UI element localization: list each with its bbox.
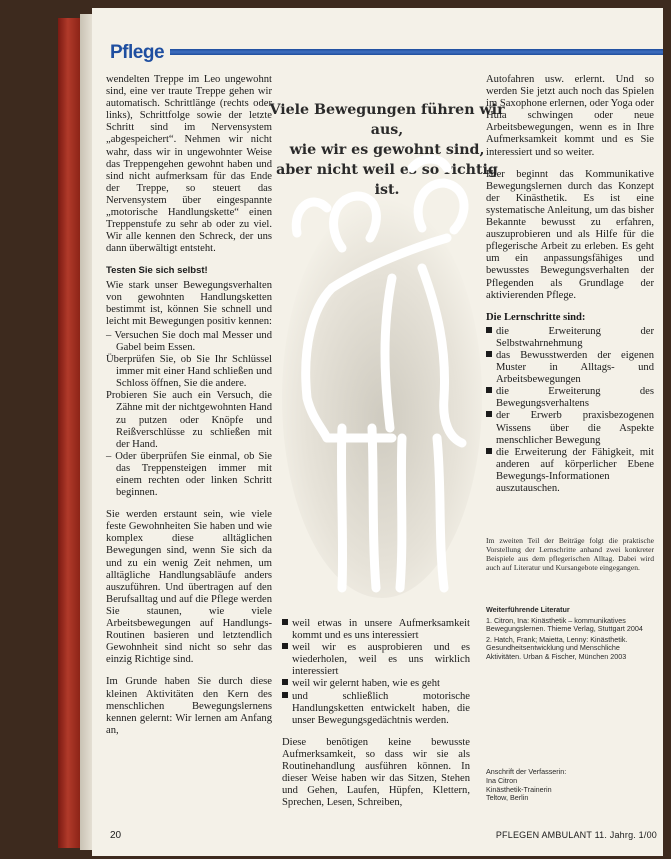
list-item — [486, 350, 654, 386]
bullet-square-icon — [282, 692, 288, 698]
magazine-page — [92, 8, 663, 856]
goal-text: der Erwerb praxisbezogenen Wissens über die Aspekte menschlicher Bewegung — [496, 410, 654, 446]
literature-box — [486, 606, 654, 664]
section-title: Pflege — [110, 42, 165, 63]
goals-title: Die Lernschritte sind: — [486, 311, 586, 323]
list-item — [486, 326, 654, 350]
goal-text: die Erweiterung des Bewegungsverhaltens — [496, 386, 654, 410]
goal-text: die Erweiterung der Selbstwahrnehmung — [496, 325, 654, 349]
test-item: Überprüfen Sie, ob Sie Ihr Schlüssel immer mit einer Hand schließen und Schloss öffnen, Sie die andere. — [106, 354, 272, 390]
bullet-square-icon — [486, 448, 492, 454]
literature-item: 1. Citron, Ina: Kinästhetik – kommunikatives Bewegungslernen. Thieme Verlag, Stuttgart 2004 — [486, 615, 643, 634]
test-item: – Oder überprüfen Sie einmal, ob Sie das Treppensteigen immer mit einem rechten oder linken Schritt beginnen. — [106, 450, 272, 499]
right-intro: Autofahren usw. erlernt. Und so werden Sie jetzt auch noch das Spielen im Saxophone erlernen, oder Yoga oder Hula schwingen oder neue Arbeitsbewegungen, wenn es in Ihre Aufmerksamkeit kommt und es Sie interessiert und so weiter. — [486, 74, 654, 158]
bullet-square-icon — [282, 679, 288, 685]
test-subhead: Testen Sie sich selbst! — [106, 265, 208, 277]
author-box — [486, 768, 654, 803]
page-number: 20 — [110, 830, 122, 841]
author-line: Teltow, Berlin — [486, 793, 529, 803]
magazine-footer: PFLEGEN AMBULANT 11. Jahrg. 1/00 — [495, 830, 657, 840]
bullet-square-icon — [486, 411, 492, 417]
bullet-text: weil wir gelernt haben, wie es geht — [292, 678, 440, 690]
section-header — [92, 40, 663, 64]
bullet-text: weil etwas in unsere Aufmerksamkeit kommt und es uns interessiert — [292, 618, 470, 642]
author-label: Anschrift der Verfasserin: — [486, 767, 567, 776]
book-spine — [58, 18, 80, 848]
goal-text: die Erweiterung der Fähigkeit, mit anderen auf körperlicher Ebene Bewegungs-Informationen auszutauschen. — [496, 446, 654, 494]
left-paragraph-2: Sie werden erstaunt sein, wie viele feste Gewohnheiten Sie haben und wie komplex diese alltäglichen Bewegungen sind, wenn Sie sich da und zu ein wenig Zeit nehmen, um alltägliche Handlungsabläufe anders auszuführen. Und übertragen auf den Berufsalltag und auf die Pflege werden Sie staunen, wie viele Arbeitsbewegungen auf Handlungs-Routinen basieren und letztendlich Gewohnheit sind nicht so sehr das einzig Richtige sind. — [106, 509, 272, 666]
bullet-text: weil wir es ausprobieren und es wiederholen, weil es uns wirklich interessiert — [292, 642, 470, 678]
bullet-square-icon — [282, 619, 288, 625]
author-name: Ina Citron — [486, 775, 518, 785]
header-rule — [170, 49, 663, 55]
goal-text: das Bewusstwerden der eigenen Muster in Alltags- und Arbeitsbewegungen — [496, 349, 654, 386]
list-item — [486, 410, 654, 446]
list-item — [282, 678, 470, 690]
list-item — [282, 642, 470, 678]
left-intro: wendelten Treppe im Leo ungewohnt sind, eine ver traute Treppe gehen wir automatisch. Schrittlänge (rechts oder links), Schrittfolge sowie der letzte Schritt sind im Nervensystem „abgespeichert“. Nehmen wir nicht wahr, dass wir in ungewohnter Weise das Treppengehen gewohnt haben und sind nicht aufmerksam für das Ende der Treppe, so steuert das Nervensystem über eingespannte „motorische Handlungskette“ einen Treppenstufe zu sehr ab oder zu viel. Wir alle kennen den Schreck, der uns dann überwältigt entsteht. — [106, 74, 272, 255]
middle-column — [282, 618, 470, 819]
middle-paragraph: Diese benötigen keine bewusste Aufmerksamkeit, so dass wir sie als Routinehandlung ausführen können. In dieser Weise haben wir das Sitzen, Stehen und Gehen, Laufen, Hüpfen, Klettern, Sprechen, Lesen, Schreiben, — [282, 736, 470, 809]
bullet-square-icon — [282, 643, 288, 649]
list-item — [486, 447, 654, 495]
list-item — [486, 386, 654, 410]
figure-caption: Im zweiten Teil der Beiträge folgt die praktische Vorstellung der Lernschritte anhand zwei konkreter Beispiele aus dem pflegerischen Alltag. Dabei wird auch auf Literatur und Kursangebote eingegangen. — [486, 536, 654, 572]
test-item: – Versuchen Sie doch mal Messer und Gabel beim Essen. — [106, 329, 272, 353]
quote-line: Viele Bewegungen führen wir aus, — [269, 102, 505, 138]
left-column — [106, 74, 272, 747]
bullet-square-icon — [486, 387, 492, 393]
test-list — [106, 330, 272, 499]
test-item: Probieren Sie auch ein Versuch, die Zähne mit der nichtgewohnten Hand zu putzen oder Knöpfe und Reißverschlüsse zu schließen mit der Hand. — [106, 390, 272, 450]
literature-title: Weiterführende Literatur — [486, 605, 570, 614]
bullet-square-icon — [486, 327, 492, 333]
two-figures-illustration — [272, 138, 492, 608]
learning-bullets — [282, 618, 470, 727]
literature-item: 2. Hatch, Frank; Maietta, Lenny: Kinästhetik. Gesundheitsentwicklung und Menschliche Aktivitäten. Urban & Fischer, München 2003 — [486, 634, 628, 661]
bullet-text: und schließlich motorische Handlungsketten entwickelt haben, die unser Bewegungsgedächtnis werden. — [292, 690, 470, 726]
list-item — [282, 618, 470, 642]
right-paragraph: Hier beginnt das Kommunikative Bewegungslernen durch das Konzept der Kinästhetik. Es ist eine systematische Anleitung, um das bisher Bekannte bewusst zu erfahren, auszuprobieren und als Hilfe für die pflegerische Arbeit zu erleben. Es geht um ein anpassungsfähiges und bewusstes Bewegungsverhalten der Pflegenden als Grundlage der aktivierenden Pflege. — [486, 168, 654, 301]
bullet-square-icon — [486, 351, 492, 357]
list-item — [282, 691, 470, 727]
right-column — [486, 74, 654, 505]
left-paragraph-3: Im Grunde haben Sie durch diese kleinen Aktivitäten den Kern des menschlichen Bewegungslernens kennen gelernt: Wir lernen am Anfang an, — [106, 676, 272, 736]
quote-line: aber nicht weil es so richtig ist. — [276, 162, 498, 198]
test-intro: Wie stark unser Bewegungsverhalten von gewohnten Handlungsketten bestimmt ist, können Sie schnell und leicht mit Bewegungen positiv kennen: — [106, 279, 272, 327]
author-line: Kinästhetik-Trainerin — [486, 784, 552, 794]
quote-line: wie wir es gewohnt sind, — [289, 142, 485, 158]
goals-list — [486, 326, 654, 495]
